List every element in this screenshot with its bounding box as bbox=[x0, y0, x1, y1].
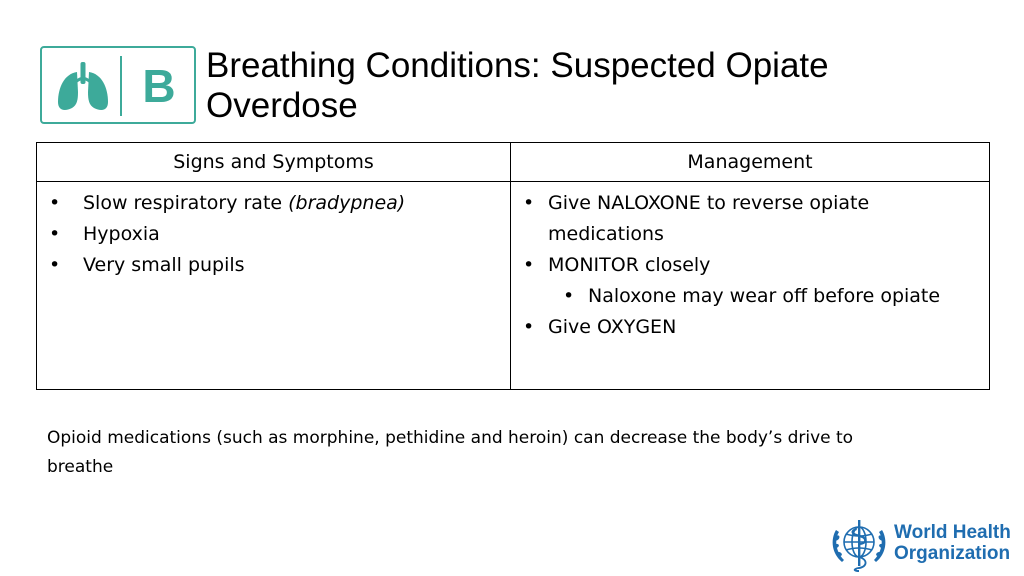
list-item-text: Hypoxia bbox=[83, 223, 160, 245]
signs-list bbox=[45, 188, 502, 281]
management-list bbox=[519, 188, 981, 343]
column-header-signs: Signs and Symptoms bbox=[37, 143, 511, 182]
who-logo-line2: Organization bbox=[894, 543, 1011, 564]
lungs-icon bbox=[54, 62, 112, 112]
badge-letter: B bbox=[142, 60, 176, 112]
list-sub-item bbox=[519, 281, 981, 312]
list-item-emphasis: (bradypnea) bbox=[288, 192, 406, 214]
column-header-management: Management bbox=[511, 143, 990, 182]
list-item-text: Naloxone may wear off before opiate bbox=[588, 285, 941, 307]
list-item bbox=[519, 188, 981, 250]
section-badge bbox=[40, 46, 196, 124]
list-item-text: Very small pupils bbox=[83, 254, 245, 276]
signs-cell bbox=[37, 182, 511, 390]
who-logo-line1: World Health bbox=[894, 522, 1011, 543]
badge-divider bbox=[120, 56, 122, 116]
who-logo-text bbox=[894, 522, 1018, 564]
list-item bbox=[45, 188, 502, 219]
page-title: Breathing Conditions: Suspected Opiate Overdose bbox=[206, 46, 829, 125]
list-item-text: Slow respiratory rate bbox=[83, 192, 289, 214]
list-item-text: Give OXYGEN bbox=[548, 316, 677, 338]
list-item bbox=[519, 250, 981, 281]
who-emblem-icon bbox=[828, 514, 890, 574]
list-item-text: Give NALOXONE to reverse opiate medications bbox=[548, 192, 870, 245]
list-item bbox=[45, 219, 502, 250]
list-item bbox=[519, 312, 981, 343]
who-logo bbox=[828, 514, 1018, 574]
footnote: Opioid medications (such as morphine, pethidine and heroin) can decrease the body’s drive to breathe bbox=[47, 428, 854, 477]
list-item bbox=[45, 250, 502, 281]
signs-management-table bbox=[36, 142, 990, 390]
management-cell bbox=[511, 182, 990, 390]
list-item-text: MONITOR closely bbox=[548, 254, 711, 276]
